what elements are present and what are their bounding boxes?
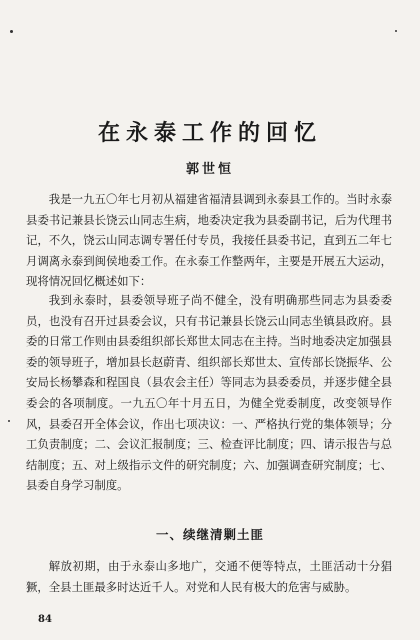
paragraph-committee: 我到永泰时，县委领导班子尚不健全，没有明确那些同志为县委委员，也没有召开过县委会议，只有书记兼县长饶云山同志坐镇县政府。县委的日常工作则由县委组织部长郑世太同志在主持。当时地委决定加强县委的领导班子，增加县长赵蔚青、组织部长郑世太、宣传部长饶振华、公安局长杨攀森和程国良（县农会主任）等同志为县委委员，并逐步健全县委会的各项制度。一九五〇年十月五日，为健全党委制度，改变领导作风，县委召开全体会议，作出七项决议：一、严格执行党的集体领导；分工负责制度；二、会议汇报制度；三、检查评比制度；四、请示报告与总结制度；五、对上级指示文件的研究制度；六、加强调查研究制度；七、县委自身学习制度。 <box>26 293 392 493</box>
page-number: 84 <box>38 614 52 625</box>
section-heading: 一、续继清剿土匪 <box>155 527 264 542</box>
paragraph-bandits: 解放初期，由于永泰山多地广，交通不便等特点，土匪活动十分猖獗，全县土匪最多时达近千人。对党和人民有极大的危害与威胁。 <box>26 559 392 594</box>
scan-speck <box>10 30 13 33</box>
paragraph-intro: 我是一九五〇年七月初从福建省福清县调到永泰县工作的。当时永泰县委书记兼县长饶云山同志生病，地委决定我为县委副书记，后为代理书记，不久，饶云山同志调专署任付专员，我接任县委书记，直到五二年七月调离永泰到闽侯地委工作。在永泰工作整两年，主要是开展五大运动，现将情况回忆概述如下： <box>26 192 392 289</box>
article-title: 在永泰工作的回忆 <box>97 121 322 146</box>
scan-speck <box>8 420 10 422</box>
scan-speck <box>395 30 397 32</box>
author-name: 郭世恒 <box>185 162 234 177</box>
